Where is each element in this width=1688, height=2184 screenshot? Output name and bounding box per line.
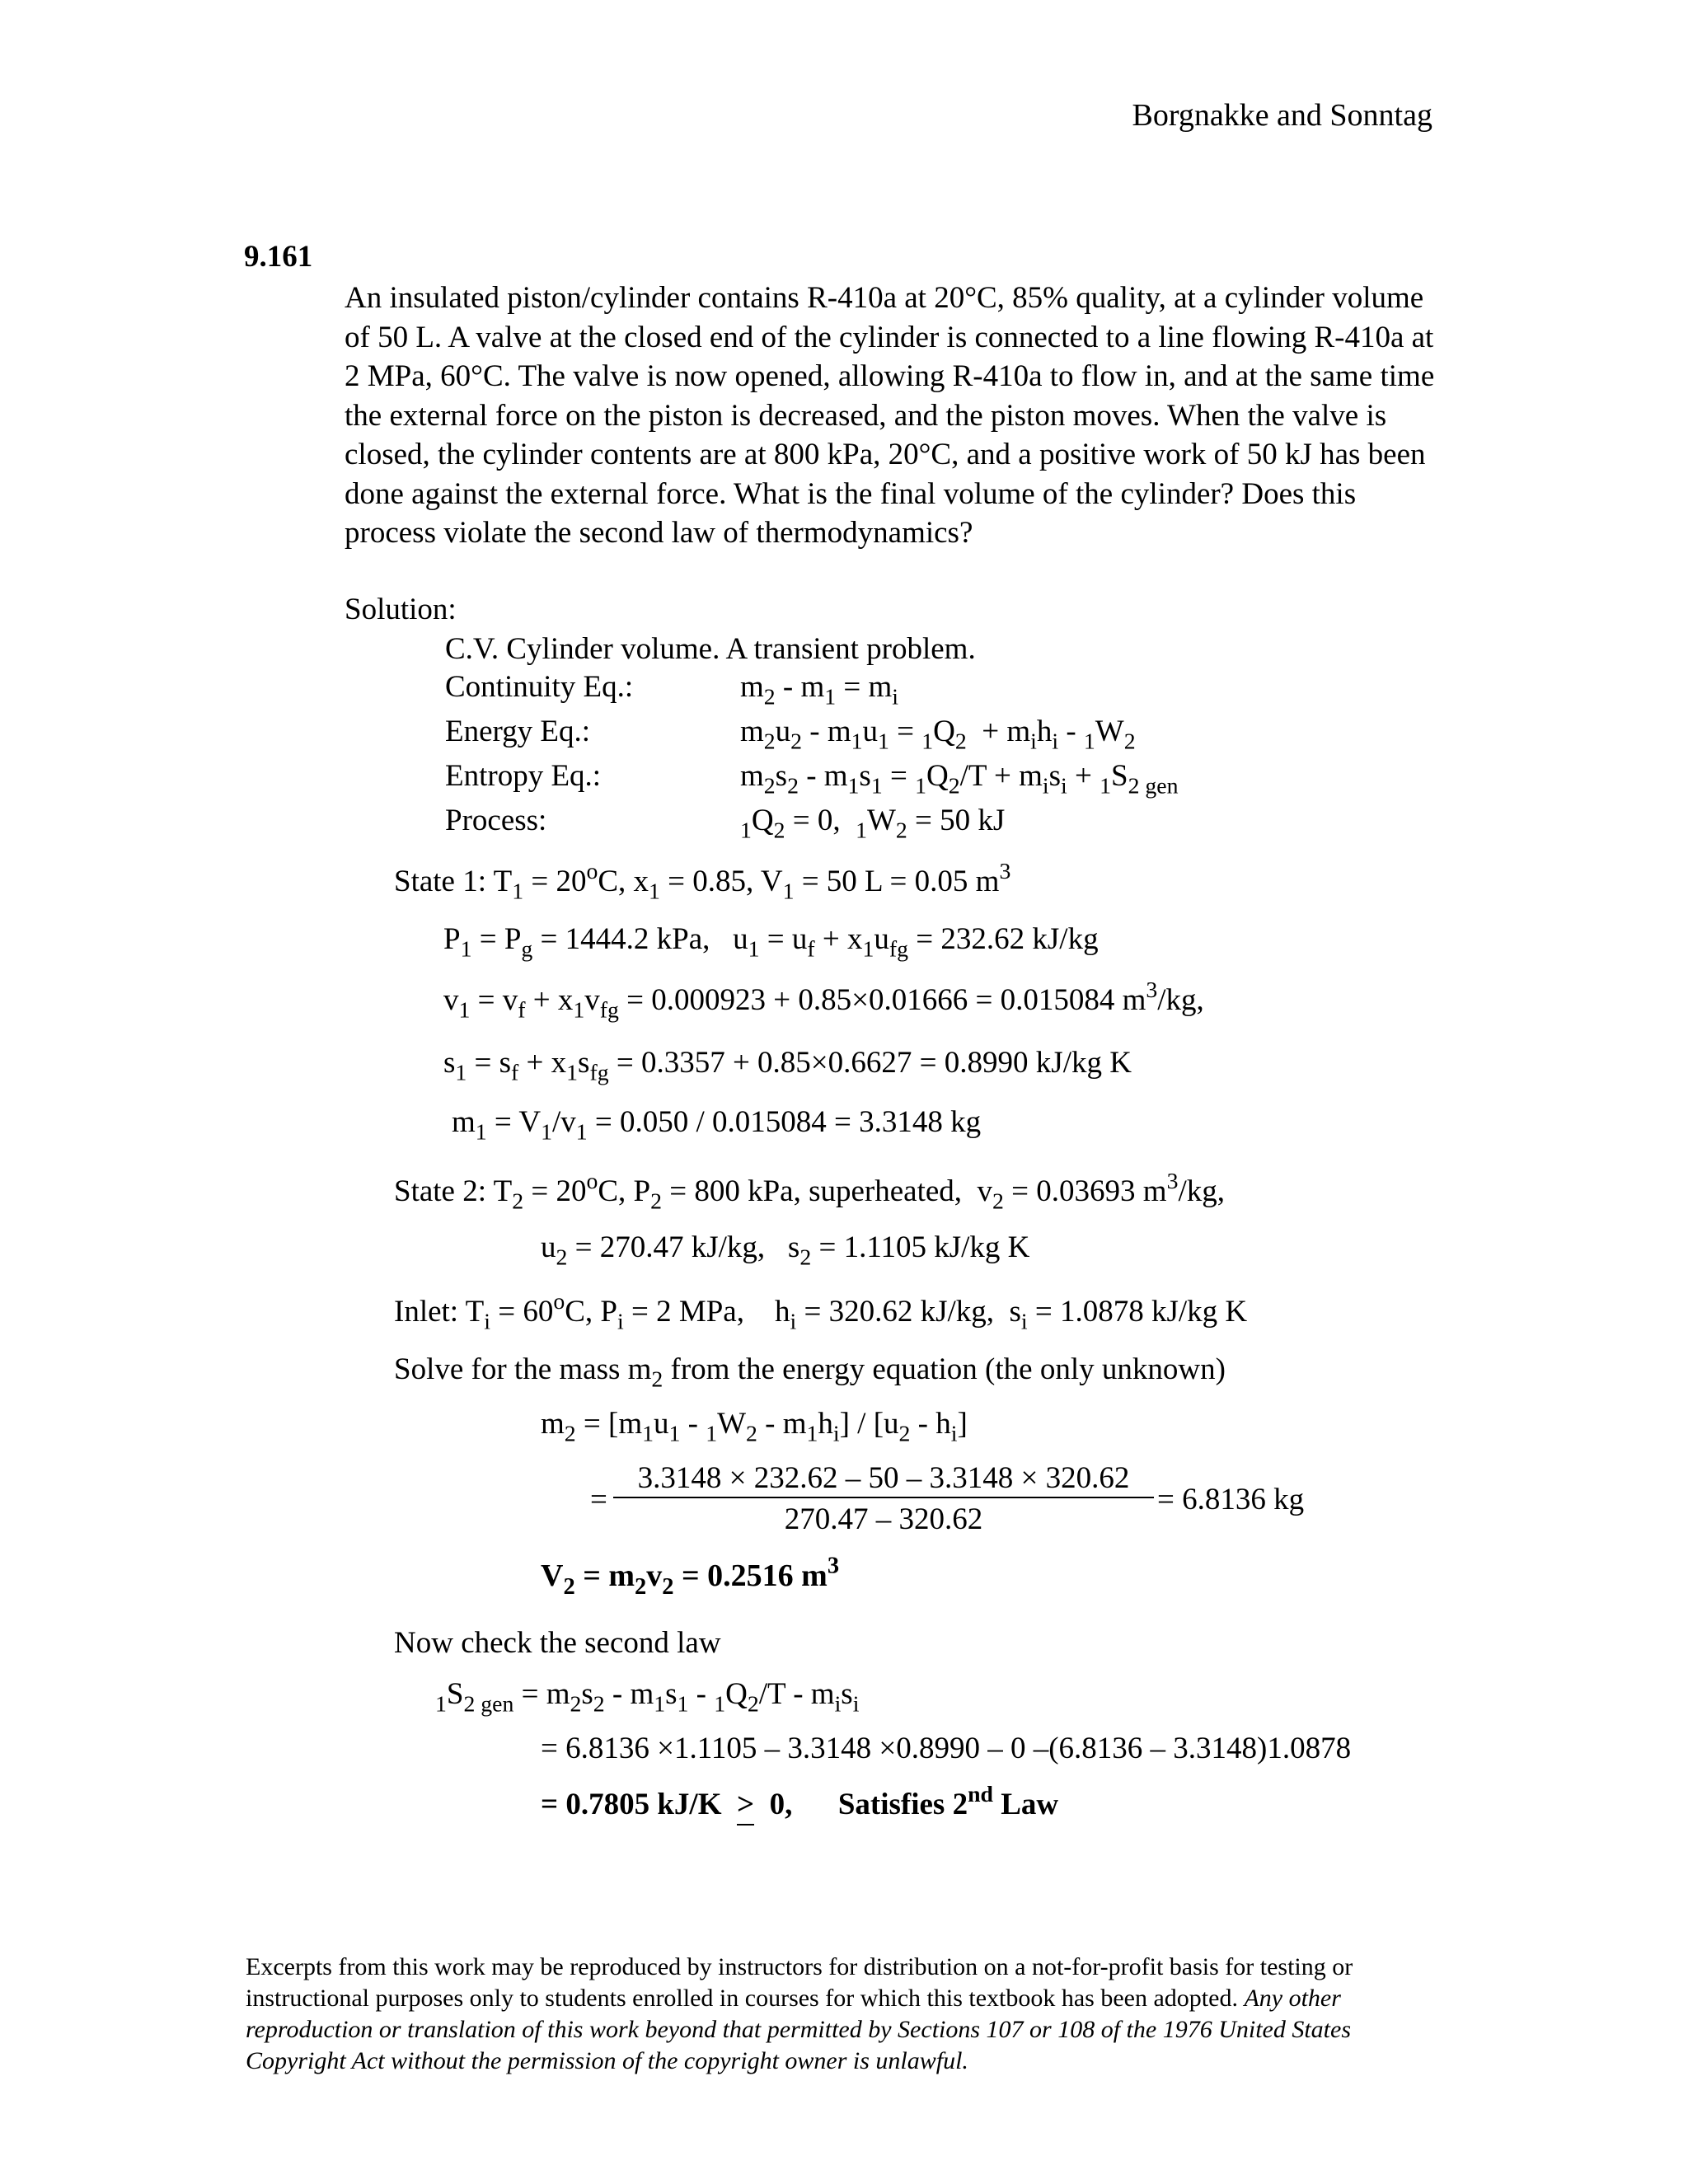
final-volume-result: $V_2 = m_2v_2 = 0.2516$ $m^3$	[541, 1553, 840, 1600]
entropy-generation-result: = 0.7805 kJ/K > 0, Satisfies 2nd Law	[541, 1781, 1059, 1821]
state2-properties: $u_2 = 270.47$ kJ/kg, $s_2 = 1.1105$ kJ/kg K	[541, 1230, 1030, 1271]
mass-equation: $m_2 = [m_1u_1 - _1W_2 - m_1h_i] / [u_2 - h_i]$	[541, 1407, 968, 1447]
second-law-check-text: Now check the second law	[394, 1626, 721, 1660]
fraction-bar	[613, 1497, 1154, 1498]
entropy-label: Entropy Eq.:	[445, 759, 602, 793]
state1-entropy: $s_1 = s_f + x_1s_{fg} = 0.3357 + 0.85\times 0.6627 = 0.8990$ kJ/kg K	[443, 1046, 1132, 1086]
fraction-numerator: 3.3148 × 232.62 – 50 – 3.3148 × 320.62	[637, 1461, 1130, 1495]
state1-pressure-energy: $P_1 = P_g = 1444.2$ kPa, $u_1 = u_f + x_1u_{fg} = 232.62$ kJ/kg	[443, 922, 1099, 963]
copyright-footer	[246, 1952, 1441, 2077]
process-equation: $_1Q_2 = 0$, $_1W_2 = 50$ kJ	[740, 804, 1006, 844]
continuity-label: Continuity Eq.:	[445, 670, 634, 704]
inlet-state: Inlet: $T_i = 60^oC$, $P_i = 2$ MPa, $h_i = 320.62$ kJ/kg, $s_i = 1.0878$ kJ/kg K	[394, 1288, 1248, 1335]
continuity-equation: $m_2 - m_1 = m_i$	[740, 670, 899, 710]
problem-statement: An insulated piston/cylinder contains R-410a at 20°C, 85% quality, at a cylinder volume of 50 L. A valve at the closed end of the cylinder is connected to a line flowing R-410a at 2 MPa, 60°C. The valve is now opened, allowing R-410a to flow in, and at the same time the external force on the piston is decreased, and the piston moves. When the valve is closed, the cylinder contents are at 800 kPa, 20°C, and a positive work of 50 kJ has been done against the external force. What is the final volume of the cylinder? Does this process violate the second law of thermodynamics?	[345, 281, 1435, 550]
fraction-denominator: 270.47 – 320.62	[784, 1502, 983, 1536]
process-label: Process:	[445, 804, 547, 837]
mass-result: = 6.8136 kg	[1157, 1483, 1305, 1516]
entropy-generation-equation: $_1S_{2 gen} = m_2s_2 - m_1s_1 - _1Q_2/T - m_is_i$	[435, 1677, 860, 1718]
energy-equation: $m_2u_2 - m_1u_1 = _1Q_2 + m_ih_i - _1W_2$	[740, 715, 1136, 755]
solution-label: Solution:	[345, 593, 457, 626]
second-law-verdict: Satisfies 2	[837, 1788, 968, 1821]
entropy-equation: $m_2s_2 - m_1s_1 = _1Q_2/T + m_is_i + _1S_{2 gen}$	[740, 759, 1179, 799]
problem-number: 9.161	[244, 240, 313, 274]
entropy-generation-numbers: = 6.8136 ×1.1105 – 3.3148 ×0.8990 – 0 –(6.8136 – 3.3148)1.0878	[541, 1732, 1352, 1765]
state2-definition: State 2: $T_2 = 20^oC$, $P_2 = 800$ kPa, superheated, $v_2 = 0.03693$ $m^3/kg$,	[394, 1168, 1225, 1215]
control-volume-text: C.V. Cylinder volume. A transient problem.	[445, 632, 976, 666]
page-header-author: Borgnakke and Sonntag	[1132, 98, 1432, 133]
footer-plain-text: Excerpts from this work may be reproduced by instructors for distribution on a not-for-profit basis for testing or instructional purposes only to students enrolled in courses for which this textbook has been adopted.	[246, 1953, 1353, 2012]
footer-italic-text: Any other reproduction or translation of this work beyond that permitted by Sections 107 or 108 of the 1976 United States Copyright Act without the permission of the copyright owner is unlawful.	[246, 1985, 1352, 2074]
energy-label: Energy Eq.:	[445, 715, 591, 748]
solve-mass-text: Solve for the mass $m_2$ from the energy equation (the only unknown)	[394, 1352, 1226, 1393]
fraction-equals: =	[590, 1483, 607, 1516]
state1-definition: State 1: $T_1 = 20^oC$, $x_1 = 0.85$, $V_1 = 50$ L = 0.05 $m^3$	[394, 858, 1011, 905]
state1-specific-volume: $v_1 = v_f + x_1v_{fg} = 0.000923 + 0.85\times 0.01666 = 0.015084$ $m^3/kg$,	[443, 977, 1204, 1024]
state1-mass: $m_1 = V_1/v_1 = 0.050 / 0.015084 = 3.3148$ kg	[452, 1105, 982, 1146]
